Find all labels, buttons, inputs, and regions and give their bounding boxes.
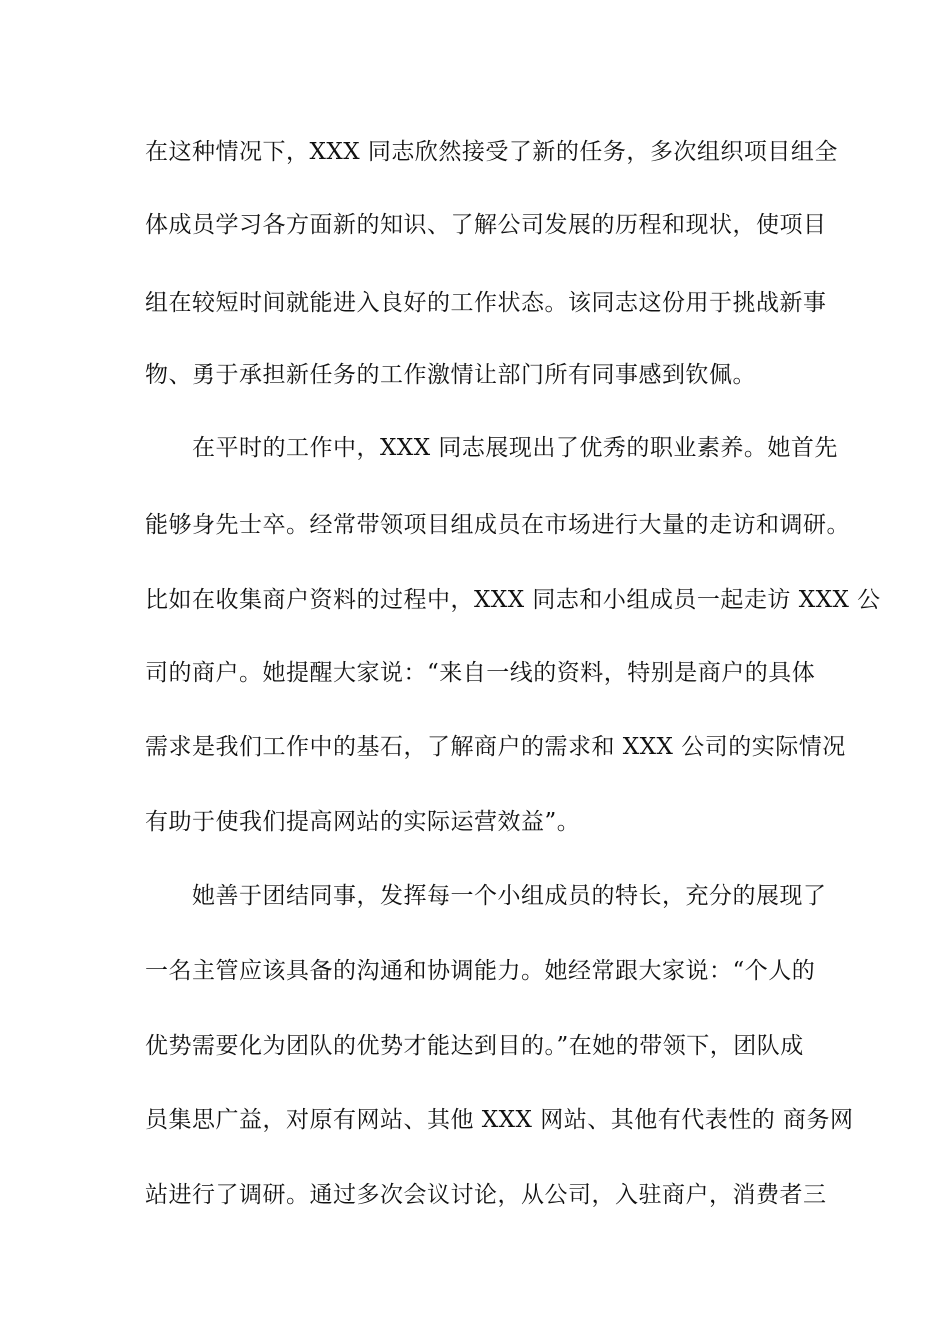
text-line: 站进行了调研。通过多次会议讨论，从公司，入驻商户，消费者三 [145, 1182, 827, 1208]
text-line: 员集思广益，对原有网站、其他 XXX 网站、其他有代表性的 商务网 [145, 1107, 854, 1133]
text-line: 一名主管应该具备的沟通和协调能力。她经常跟大家说：“个人的 [145, 958, 816, 984]
text-line: 体成员学习各方面新的知识、了解公司发展的历程和现状，使项目 [145, 212, 827, 238]
paragraph-first-line: 在平时的工作中，XXX 同志展现出了优秀的职业素养。她首先 [192, 435, 838, 461]
text-line: 优势需要化为团队的优势才能达到目的。”在她的带领下，团队成 [145, 1033, 804, 1059]
text-line: 能够身先士卒。经常带领项目组成员在市场进行大量的走访和调研。 [145, 512, 850, 538]
text-line: 有助于使我们提高网站的实际运营效益”。 [145, 809, 581, 835]
paragraph-first-line: 她善于团结同事，发挥每一个小组成员的特长，充分的展现了 [192, 883, 827, 909]
text-line: 比如在收集商户资料的过程中，XXX 同志和小组成员一起走访 XXX 公 [145, 587, 881, 613]
text-line: 在这种情况下，XXX 同志欣然接受了新的任务，多次组织项目组全 [145, 139, 838, 165]
text-line: 组在较短时间就能进入良好的工作状态。该同志这份用于挑战新事 [145, 290, 827, 316]
text-line: 物、勇于承担新任务的工作激情让部门所有同事感到钦佩。 [145, 362, 756, 388]
text-line: 司的商户。她提醒大家说：“来自一线的资料，特别是商户的具体 [145, 660, 816, 686]
text-line: 需求是我们工作中的基石，了解商户的需求和 XXX 公司的实际情况 [145, 734, 846, 760]
